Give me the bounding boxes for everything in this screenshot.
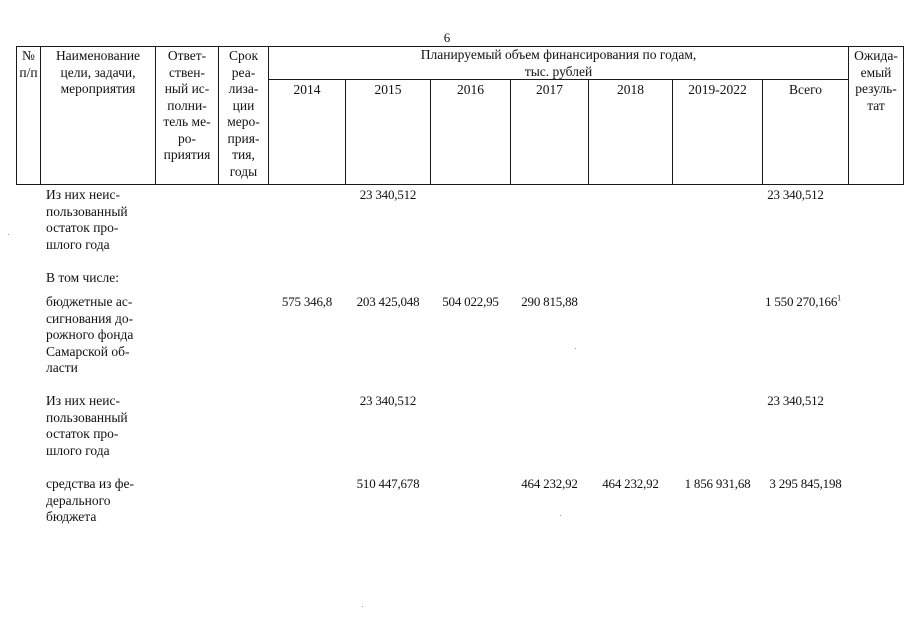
row-3-value-2014: 575 346,8 [281, 294, 333, 309]
header-funding-title: Планируемый объем финансирования по годам, тыс. рублей [420, 47, 697, 79]
row-3-value-total [763, 294, 855, 310]
row-1-value-total: 23 340,512 [767, 187, 824, 202]
header-year-2019-2022: 2019-2022 [688, 82, 747, 97]
header-year-2016: 2016 [457, 82, 484, 97]
row-label-unused-balance-1: Из них неис- пользованный остаток про- шлого года [46, 187, 128, 252]
row-3-value-2016: 504 022,95 [442, 294, 499, 309]
row-3-total-number: 1 550 270,166 [765, 294, 838, 309]
row-4-value-total: 23 340,512 [767, 393, 824, 408]
header-col-term: Срок реа- лиза- ции меро- прия- тия, годы [227, 48, 260, 179]
row-label-unused-balance-2: Из них неис- пользованный остаток про- шлого года [46, 393, 128, 458]
header-bottom-border [16, 184, 904, 185]
scan-speck [575, 348, 576, 349]
scan-speck [560, 515, 561, 516]
row-5-value-2019-2022: 1 856 931,68 [684, 476, 751, 491]
row-label-including: В том числе: [46, 270, 119, 285]
header-col-name: Наименование цели, задачи, мероприятия [55, 48, 141, 96]
row-1-value-2015: 23 340,512 [359, 187, 417, 202]
page-number: 6 [443, 30, 451, 45]
row-3-value-2015: 203 425,048 [356, 294, 420, 309]
header-year-2017: 2017 [536, 82, 563, 97]
header-year-2014: 2014 [293, 82, 321, 97]
row-3-total-footnote: 1 [837, 293, 841, 303]
scan-speck [8, 234, 9, 235]
row-label-road-fund: бюджетные ас- сигнования до- рожного фонда Самарской об- ласти [46, 294, 134, 375]
row-3-value-2017: 290 815,88 [521, 294, 578, 309]
header-col-number: № п/п [19, 48, 38, 80]
header-col-responsible: Ответ- ствен- ный ис- полни- тель ме- ро- приятия [163, 48, 211, 162]
row-5-value-2015: 510 447,678 [356, 476, 420, 491]
row-5-value-total: 3 295 845,198 [769, 476, 842, 491]
header-col-result: Ожида- емый резуль- тат [854, 48, 898, 113]
row-label-federal-budget: средства из фе- дерального бюджета [46, 476, 135, 524]
row-5-value-2017: 464 232,92 [521, 476, 578, 491]
header-year-total: Всего [788, 82, 823, 97]
header-year-2018: 2018 [617, 82, 644, 97]
row-4-value-2015: 23 340,512 [359, 393, 417, 408]
scan-speck [362, 606, 363, 607]
row-5-value-2018: 464 232,92 [602, 476, 659, 491]
table-right-border [903, 46, 904, 185]
header-year-2015: 2015 [374, 82, 402, 97]
